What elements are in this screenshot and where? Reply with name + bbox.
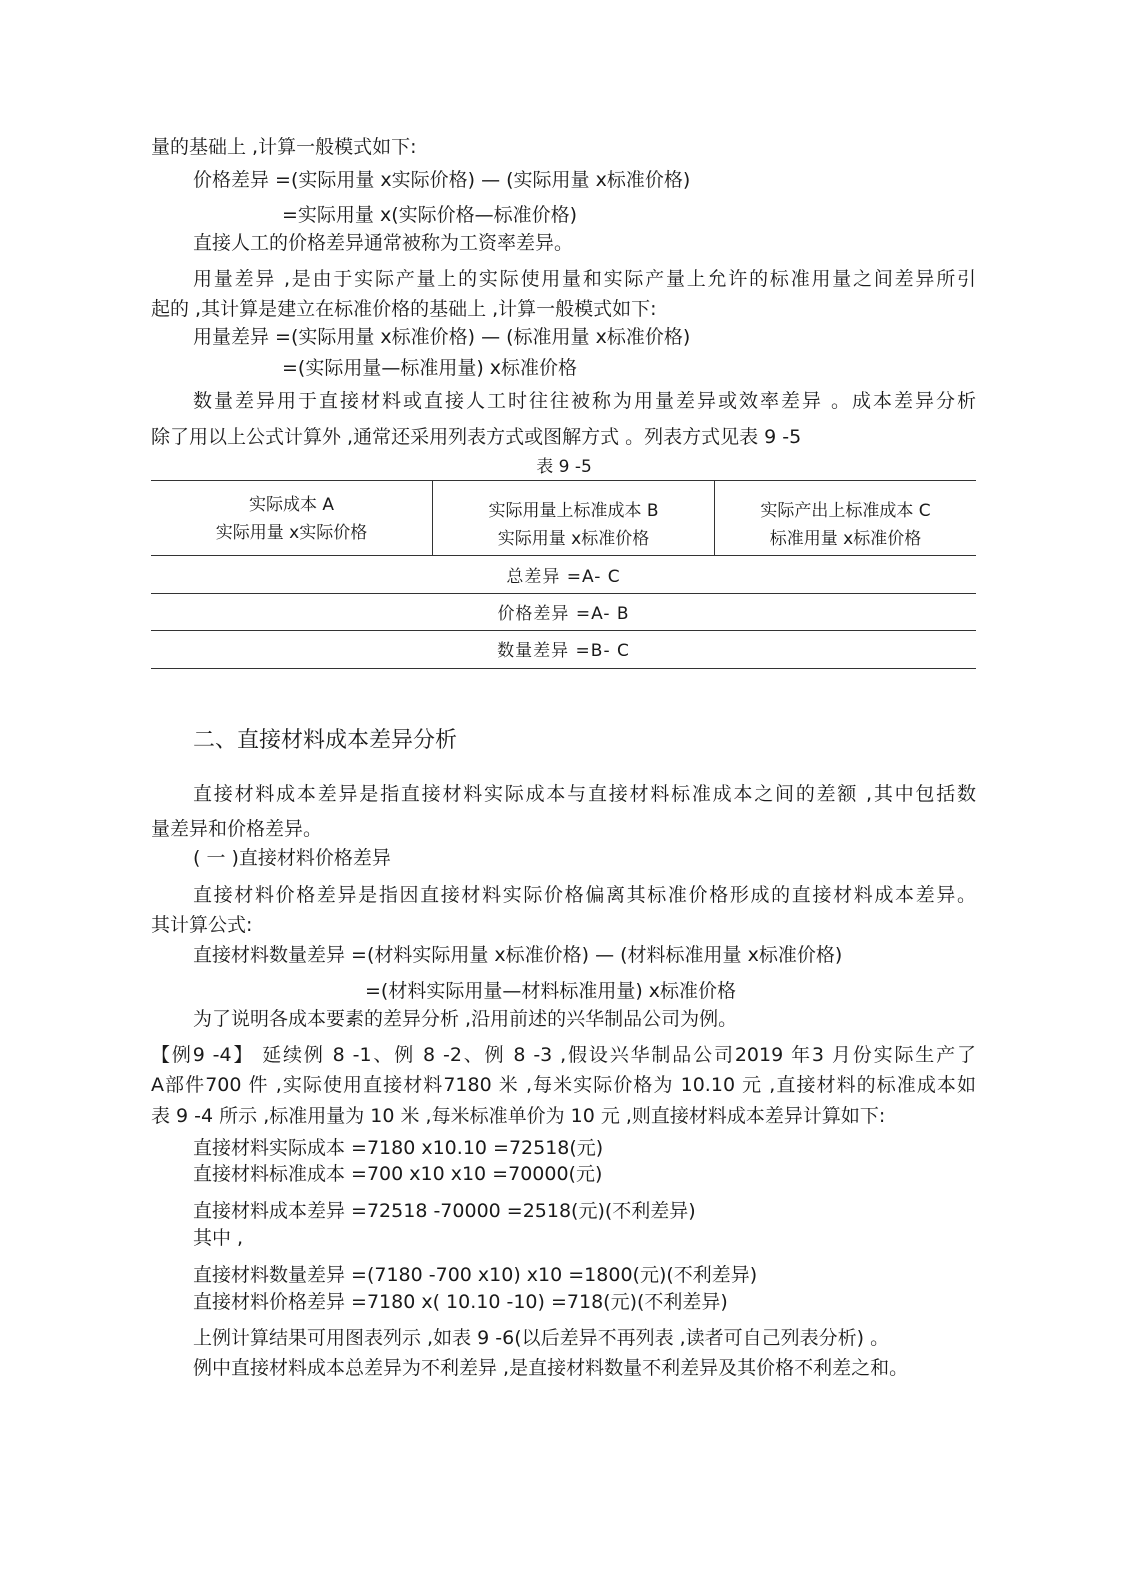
text-line: 用量差异 ,是由于实际产量上的实际使用量和实际产量上允许的标准用量之间差异所引 — [193, 268, 976, 290]
table-row-quantity: 数量差异 =B- C — [497, 641, 630, 661]
table-rule — [151, 668, 976, 669]
header-c-title: 实际产出上标准成本 C — [760, 501, 931, 521]
table-row-price: 价格差异 =A- B — [497, 604, 630, 624]
header-b-title: 实际用量上标准成本 B — [488, 501, 659, 521]
table-caption: 表 9 -5 — [536, 457, 592, 477]
header-c-formula: 标准用量 x标准价格 — [769, 529, 922, 549]
example-line: A部件700 件 ,实际使用直接材料7180 米 ,每米实际价格为 10.10 元 ,直接材料的标准成本如 — [151, 1074, 976, 1096]
text-line: 量的基础上 ,计算一般模式如下: — [151, 136, 417, 158]
text-line: 直接材料价格差异是指因直接材料实际价格偏离其标准价格形成的直接材料成本差异。 — [193, 884, 976, 906]
header-b-formula: 实际用量 x标准价格 — [497, 529, 650, 549]
formula-line: 直接材料实际成本 =7180 x10.10 =72518(元) — [193, 1137, 604, 1159]
formula-line: =(材料实际用量—材料标准用量) x标准价格 — [365, 980, 737, 1002]
formula-line: =(实际用量—标准用量) x标准价格 — [282, 357, 578, 379]
formula-line: 用量差异 =(实际用量 x标准价格) — (标准用量 x标准价格) — [193, 326, 691, 348]
table-header-b — [433, 497, 714, 553]
formula-line: 价格差异 =(实际用量 x实际价格) — (实际用量 x标准价格) — [193, 169, 691, 191]
formula-line: =实际用量 x(实际价格—标准价格) — [282, 204, 578, 226]
formula-line: 直接材料数量差异 =(材料实际用量 x标准价格) — (材料标准用量 x标准价格) — [193, 944, 843, 966]
text-line: 除了用以上公式计算外 ,通常还采用列表方式或图解方式 。列表方式见表 9 -5 — [151, 426, 802, 448]
text-line: 上例计算结果可用图表列示 ,如表 9 -6(以后差异不再列表 ,读者可自己列表分析) 。 — [193, 1327, 890, 1349]
section-heading: 二、直接材料成本差异分析 — [193, 728, 458, 753]
formula-line: 直接材料价格差异 =7180 x( 10.10 -10) =718(元)(不利差异) — [193, 1291, 728, 1313]
table-rule — [151, 593, 976, 594]
table-header-a — [151, 491, 432, 547]
table-row-total: 总差异 =A- C — [506, 567, 621, 587]
formula-line: 直接材料成本差异 =72518 -70000 =2518(元)(不利差异) — [193, 1200, 696, 1222]
header-a-formula: 实际用量 x实际价格 — [215, 523, 368, 543]
subheading: ( 一 )直接材料价格差异 — [193, 847, 391, 869]
formula-line: 直接材料标准成本 =700 x10 x10 =70000(元) — [193, 1163, 603, 1185]
example-line: 【例9 -4】 延续例 8 -1、例 8 -2、例 8 -3 ,假设兴华制品公司2019 年3 月份实际生产了 — [151, 1044, 976, 1066]
table-rule — [151, 480, 976, 481]
text-line: 数量差异用于直接材料或直接人工时往往被称为用量差异或效率差异 。成本差异分析 — [193, 390, 976, 412]
table-rule — [151, 555, 976, 556]
text-line: 其计算公式: — [151, 914, 253, 936]
example-line: 表 9 -4 所示 ,标准用量为 10 米 ,每米标准单价为 10 元 ,则直接材料成本差异计算如下: — [151, 1105, 886, 1127]
text-line: 直接材料成本差异是指直接材料实际成本与直接材料标准成本之间的差额 ,其中包括数 — [193, 783, 976, 805]
text-line: 例中直接材料成本总差异为不利差异 ,是直接材料数量不利差异及其价格不利差之和。 — [193, 1357, 909, 1379]
text-line: 其中 , — [193, 1227, 244, 1249]
formula-line: 直接材料数量差异 =(7180 -700 x10) x10 =1800(元)(不利差异) — [193, 1264, 758, 1286]
text-line: 直接人工的价格差异通常被称为工资率差异。 — [193, 232, 574, 254]
text-line: 起的 ,其计算是建立在标准价格的基础上 ,计算一般模式如下: — [151, 298, 657, 320]
text-line: 量差异和价格差异。 — [151, 818, 323, 840]
header-a-title: 实际成本 A — [248, 495, 335, 515]
table-rule — [151, 630, 976, 631]
text-line: 为了说明各成本要素的差异分析 ,沿用前述的兴华制品公司为例。 — [193, 1008, 738, 1030]
variance-table — [151, 480, 976, 669]
table-header-c — [715, 497, 976, 553]
